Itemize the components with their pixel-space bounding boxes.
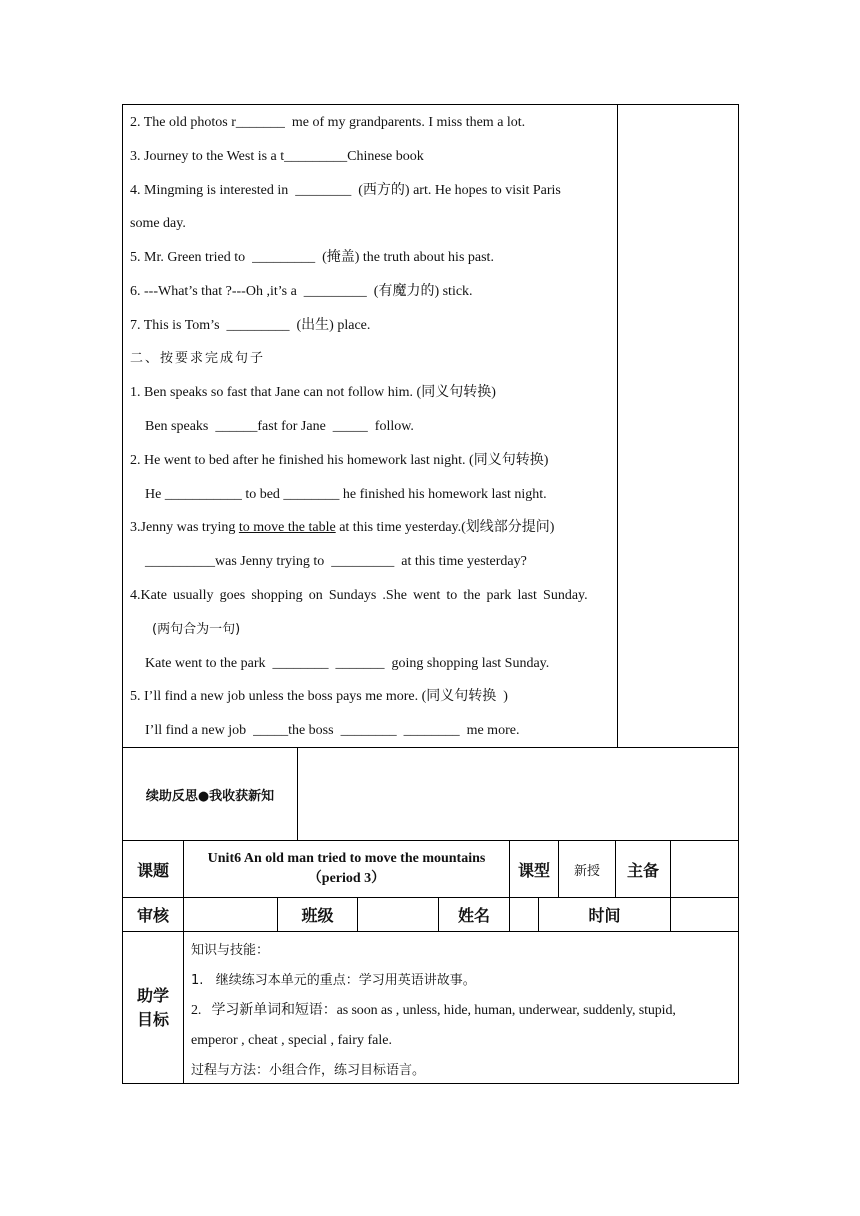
question-1-answer: Ben speaks ______fast for Jane _____ follow. <box>145 419 414 434</box>
time-label: 时间 <box>588 906 621 925</box>
exercise-line-3: 3. Journey to the West is a t_________Chinese book <box>130 149 424 164</box>
lesson-col-divider-name-value <box>509 897 510 931</box>
topic-title-line-1: Unit6 An old man tried to move the mountains <box>207 851 486 866</box>
table-border-right <box>738 104 739 1084</box>
table-divider-reflection <box>297 747 298 840</box>
question-3-prefix: 3.Jenny was trying <box>130 520 239 535</box>
lesson-row-divider-2 <box>122 931 739 932</box>
goal-line-4: emperor , cheat , special , fairy fale. <box>191 1033 392 1048</box>
class-label: 班级 <box>301 906 334 925</box>
table-border-top <box>122 104 739 105</box>
question-3-suffix: at this time yesterday.(划线部分提问) <box>335 520 555 535</box>
type-value: 新授 <box>573 863 600 879</box>
question-3 <box>130 519 554 537</box>
lesson-col-divider-lead-value <box>670 840 671 931</box>
exercise-line-4: 4. Mingming is interested in ________ (西方的) art. He hopes to visit Paris <box>130 183 561 198</box>
exercise-line-2: 2. The old photos r_______ me of my grandparents. I miss them a lot. <box>130 115 526 130</box>
name-label: 姓名 <box>457 906 490 925</box>
goal-label-line-1: 助学 <box>136 985 169 1005</box>
question-5-answer: I’ll find a new job _____the boss ________ ________ me more. <box>145 723 520 738</box>
type-label: 课型 <box>517 860 550 880</box>
topic-title <box>184 849 509 889</box>
exercise-line-5: 5. Mr. Green tried to _________ (掩盖) the truth about his past. <box>130 250 494 265</box>
goal-line-3 <box>191 1002 676 1020</box>
exercise-line-7: 7. This is Tom’s _________ (出生) place. <box>130 318 371 333</box>
goal-line-5: 过程与方法：小组合作，练习目标语言。 <box>191 1063 426 1078</box>
lesson-table-bottom <box>122 1083 739 1084</box>
question-3-underlined: to move the table <box>238 520 336 535</box>
reflection-label: 续助反思●我收获新知 <box>145 788 275 804</box>
question-4-answer: Kate went to the park ________ _______ going shopping last Sunday. <box>145 656 550 671</box>
question-2-answer: He ___________ to bed ________ he finished his homework last night. <box>145 487 547 502</box>
lead-label: 主备 <box>626 860 659 880</box>
question-4: 4.Kate usually goes shopping on Sundays .She went to the park last Sunday. <box>130 588 588 603</box>
table-divider-side-column <box>617 104 618 747</box>
question-4-note: (两句合为一句) <box>152 622 241 637</box>
question-1: 1. Ben speaks so fast that Jane can not follow him. (同义句转换) <box>130 385 496 400</box>
lesson-col-divider-class-value <box>357 897 358 931</box>
exercise-line-6: 6. ---What’s that ?---Oh ,it’s a _________ (有魔力的) stick. <box>130 284 473 299</box>
topic-title-line-2: （period 3） <box>307 871 386 886</box>
section-two-heading: 二、按要求完成句子 <box>130 351 266 366</box>
question-2: 2. He went to bed after he finished his homework last night. (同义句转换) <box>130 453 549 468</box>
topic-label: 课题 <box>136 860 169 880</box>
exercise-line-4-cont: some day. <box>130 216 186 231</box>
question-5: 5. I’ll find a new job unless the boss pays me more. (同义句转换 ) <box>130 689 508 704</box>
goal-line-3-text: 2. 学习新单词和短语：as soon as , unless, hide, human, underwear, suddenly, stupid, <box>191 1003 676 1018</box>
review-label: 审核 <box>136 906 169 925</box>
goal-label-line-2: 目标 <box>136 1009 169 1029</box>
goal-line-1: 知识与技能： <box>191 943 270 958</box>
question-3-answer: __________was Jenny trying to _________ at this time yesterday? <box>145 554 527 569</box>
goal-label <box>123 932 183 1083</box>
goal-line-2: 1. 继续练习本单元的重点：学习用英语讲故事。 <box>191 973 476 988</box>
